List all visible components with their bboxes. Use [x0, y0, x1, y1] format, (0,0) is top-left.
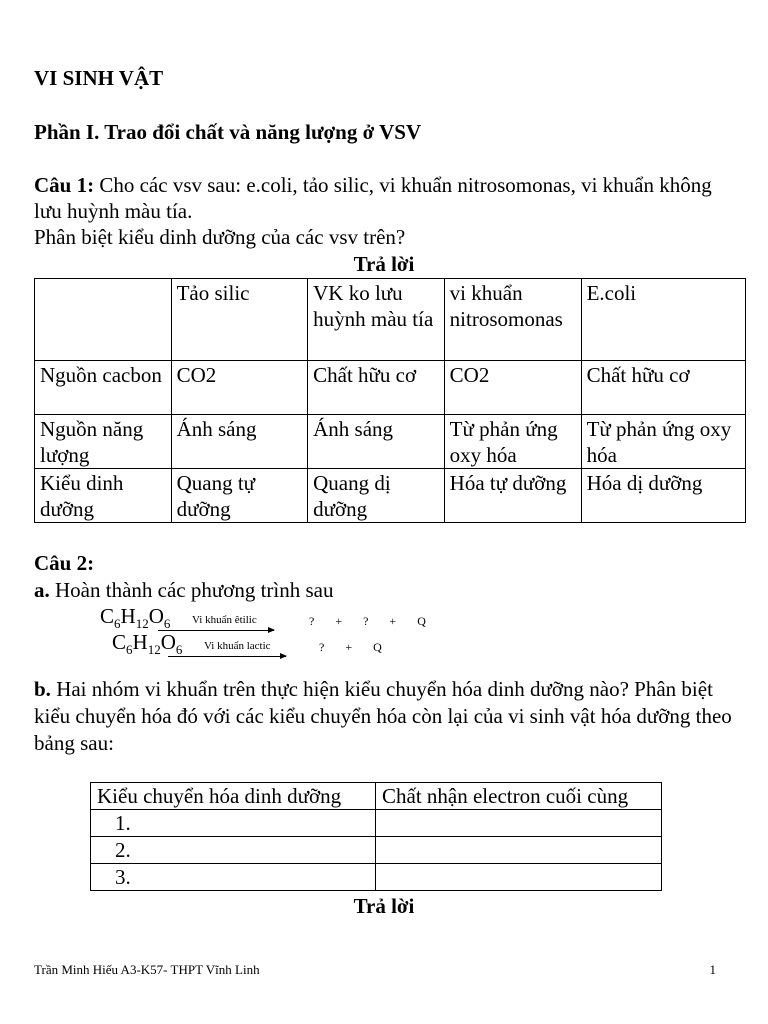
page-number: 1 — [709, 962, 716, 977]
table-cell: Chất hữu cơ — [308, 361, 445, 415]
table-cell: 3. — [91, 864, 376, 891]
table-cell: vi khuẩn nitrosomonas — [444, 279, 581, 361]
table-header-row — [91, 783, 662, 810]
section-heading: Phần I. Trao đổi chất và năng lượng ở VSV — [34, 120, 422, 144]
table-cell: Kiểu dinh dưỡng — [35, 469, 172, 523]
table-header-row — [35, 279, 746, 361]
metabolism-table — [90, 782, 662, 891]
question-1-line2: Phân biệt kiểu dinh dưỡng của các vsv trên? — [34, 225, 406, 249]
table-row — [91, 864, 662, 891]
table-cell — [35, 279, 172, 361]
table-cell: Chất hữu cơ — [581, 361, 745, 415]
table-row — [91, 810, 662, 837]
equation-2-reactant: $C_6H_{12}O_6$ — [112, 630, 183, 658]
table-cell: Hóa dị dưỡng — [581, 469, 745, 523]
question-2a — [34, 578, 334, 603]
table-cell: Nguồn cacbon — [35, 361, 172, 415]
table-cell — [376, 810, 662, 837]
table-cell: CO2 — [171, 361, 308, 415]
table-cell: Từ phản ứng oxy hóa — [581, 415, 745, 469]
answer-heading-2: Trả lời — [353, 894, 415, 918]
table-cell: Quang tự dưỡng — [171, 469, 308, 523]
nutrition-table — [34, 278, 746, 523]
equation-1-products: ? + ? + Q — [309, 614, 426, 628]
table-cell: VK ko lưu huỳnh màu tía — [308, 279, 445, 361]
table-cell: CO2 — [444, 361, 581, 415]
table-cell: 2. — [91, 837, 376, 864]
table-row — [35, 361, 746, 415]
equation-2-arrow-label: Vi khuẩn lactic — [204, 640, 271, 652]
equation-2-products: ? + Q — [319, 640, 382, 654]
question-2a-label: a. — [34, 578, 50, 602]
table-cell: Ánh sáng — [308, 415, 445, 469]
equation-1-reactant: $C_6H_{12}O_6$ — [100, 604, 171, 632]
document-title: VI SINH VẬT — [34, 66, 164, 90]
table-cell: Kiểu chuyển hóa dinh dưỡng — [91, 783, 376, 810]
table-cell: Hóa tự dưỡng — [444, 469, 581, 523]
answer-heading-1: Trả lời — [353, 252, 415, 276]
footer-author: Trần Minh Hiếu A3-K57- THPT Vĩnh Linh — [34, 962, 260, 977]
question-2b-text: Hai nhóm vi khuẩn trên thực hiện kiểu chuyển hóa dinh dưỡng nào? Phân biệt kiểu chuyển hóa đó với các kiểu chuyển hóa còn lại của vi sinh vật hóa dưỡng theo bảng sau: — [34, 677, 732, 755]
table-cell: Quang dị dưỡng — [308, 469, 445, 523]
question-1-text: Cho các vsv sau: e.coli, tảo silic, vi khuẩn nitrosomonas, vi khuẩn không lưu huỳnh màu tía. — [34, 173, 712, 223]
table-cell: Ánh sáng — [171, 415, 308, 469]
table-cell: Từ phản ứng oxy hóa — [444, 415, 581, 469]
table-row — [35, 469, 746, 523]
reaction-arrow-icon — [168, 656, 286, 657]
question-2-label: Câu 2: — [34, 551, 95, 575]
question-2a-text: Hoàn thành các phương trình sau — [49, 578, 334, 602]
equation-1-arrow-label: Vi khuẩn êtilic — [192, 614, 257, 626]
question-1-label: Câu 1: — [34, 173, 95, 197]
table-cell — [376, 837, 662, 864]
question-2b-label: b. — [34, 677, 51, 701]
table-cell: 1. — [91, 810, 376, 837]
table-row — [35, 415, 746, 469]
table-cell: E.coli — [581, 279, 745, 361]
question-1 — [34, 172, 734, 250]
table-cell: Nguồn năng lượng — [35, 415, 172, 469]
table-row — [91, 837, 662, 864]
question-2b — [34, 676, 744, 757]
table-cell: Tảo silic — [171, 279, 308, 361]
table-cell — [376, 864, 662, 891]
table-cell: Chất nhận electron cuối cùng — [376, 783, 662, 810]
